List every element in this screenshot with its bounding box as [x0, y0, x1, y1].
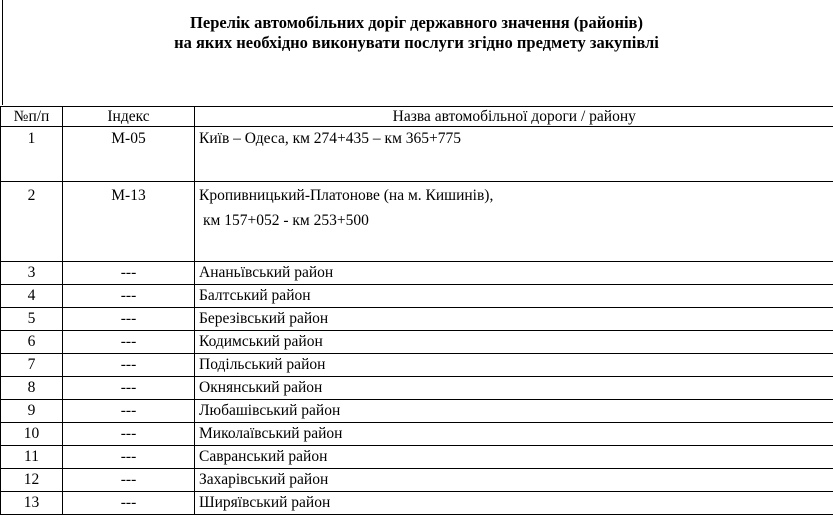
- table-row: [1, 354, 833, 377]
- table-row: [1, 308, 833, 331]
- table-row: [1, 446, 833, 469]
- row-number: 9: [1, 400, 63, 423]
- row-index: М-05: [63, 127, 195, 182]
- row-index: ---: [63, 262, 195, 285]
- row-number: 10: [1, 423, 63, 446]
- table-row: [1, 377, 833, 400]
- road-name-line: Київ – Одеса, км 274+435 – км 365+775: [199, 130, 462, 147]
- row-number: 8: [1, 377, 63, 400]
- row-number: 1: [1, 127, 63, 182]
- row-number: 2: [1, 182, 63, 262]
- roads-table: [0, 106, 833, 515]
- document-title: [0, 13, 833, 53]
- row-number: 11: [1, 446, 63, 469]
- row-index: ---: [63, 423, 195, 446]
- table-row: [1, 400, 833, 423]
- row-number: 13: [1, 492, 63, 515]
- header-index: Індекс: [63, 107, 195, 127]
- table-row: [1, 423, 833, 446]
- row-district-name: Савранський район: [195, 446, 833, 469]
- row-index: ---: [63, 285, 195, 308]
- row-district-name: Ширяївський район: [195, 492, 833, 515]
- row-district-name: Кодимський район: [195, 331, 833, 354]
- row-index: ---: [63, 469, 195, 492]
- row-index: ---: [63, 331, 195, 354]
- row-index: ---: [63, 377, 195, 400]
- row-district-name: Окнянський район: [195, 377, 833, 400]
- row-number: 7: [1, 354, 63, 377]
- row-district-name: Балтський район: [195, 285, 833, 308]
- header-number: №п/п: [1, 107, 63, 127]
- header-road-name: Назва автомобільної дороги / району: [195, 107, 833, 127]
- table-row: [1, 331, 833, 354]
- title-line-1: Перелік автомобільних доріг державного значення (районів): [190, 13, 643, 32]
- row-district-name: Ананьївський район: [195, 262, 833, 285]
- row-index: ---: [63, 492, 195, 515]
- table-row: [1, 182, 833, 262]
- table-row: [1, 492, 833, 515]
- row-index: ---: [63, 308, 195, 331]
- row-number: 6: [1, 331, 63, 354]
- row-number: 12: [1, 469, 63, 492]
- row-index: ---: [63, 446, 195, 469]
- row-number: 4: [1, 285, 63, 308]
- row-index: ---: [63, 400, 195, 423]
- row-road-name: [195, 127, 833, 182]
- title-line-2: на яких необхідно виконувати послуги згідно предмету закупівлі: [174, 33, 659, 52]
- row-district-name: Захарівський район: [195, 469, 833, 492]
- road-name-line-2: км 157+052 - км 253+500: [203, 212, 369, 229]
- row-index: ---: [63, 354, 195, 377]
- row-district-name: Миколаївський район: [195, 423, 833, 446]
- table-row: [1, 127, 833, 182]
- table-row: [1, 262, 833, 285]
- row-index: М-13: [63, 182, 195, 262]
- row-number: 3: [1, 262, 63, 285]
- row-district-name: Любашівський район: [195, 400, 833, 423]
- road-name-line: Кропивницький-Платонове (на м. Кишинів),: [199, 187, 494, 204]
- row-road-name: [195, 182, 833, 262]
- row-district-name: Березівський район: [195, 308, 833, 331]
- table-row: [1, 285, 833, 308]
- row-number: 5: [1, 308, 63, 331]
- table-header-row: [1, 107, 833, 127]
- row-district-name: Подільський район: [195, 354, 833, 377]
- table-row: [1, 469, 833, 492]
